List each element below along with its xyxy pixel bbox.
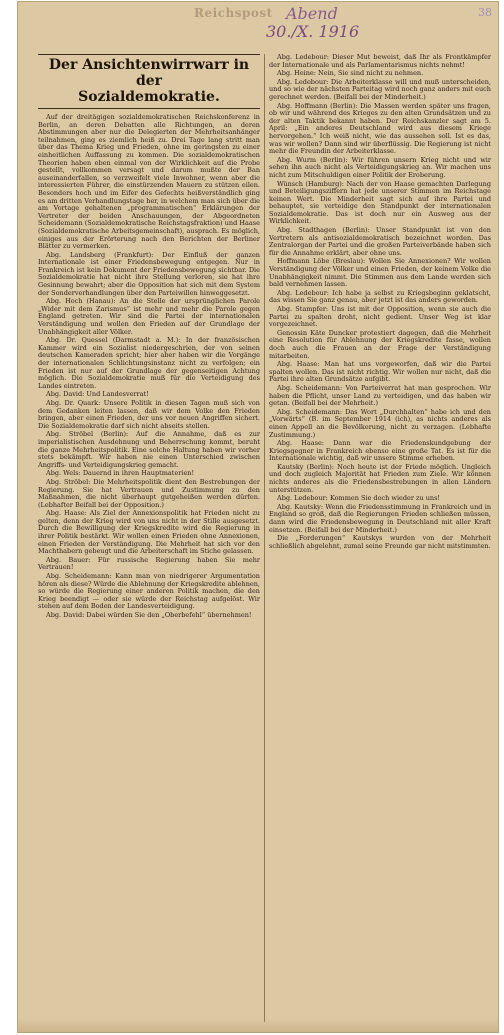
article-paragraph: Auf der dreitägigen sozialdemokratischen Reichskonferenz in Berlin, an deren Debatten alle Richtungen, an deren Abstimmungen aber nur die Delegierten der Mehrheitsanhänger teilnahmen, ging es ziemlich heiß zu. Drei Tage lang stritt man über das Thema Krieg und Frieden, ohne im geringsten zu einer einheitlichen Auffassung zu kommen. Die sozialdemokratischen Theorien haben eben einmal von der Wirklichkeit auf die Probe gestellt, vollkommen versagt und darum mußte der Ban auseinanderfallen, so verzweifelt viele Inwohner, wenn aber die interessierten Führer, die einstürzenden Mauern zu stützen eilen. Besonders hoch und im Eifer des Gefechts heißverständlich ging es am dritten Verhandlungstage her, in welchem man sich über die am Vortage gehaltenen „programmatischen“ Erklärungen der Vertreter der beiden Anschauungen, der Abgeordneten Scheidemann (Sozialdemokratische Reichstagsfraktion) und Haase (Sozialdemokratische Arbeitsgemeinschaft), ausprach. Es möglich, einiges aus der Erörterung nach den Berichten der Berliner Blätter zu vermerken.: [38, 113, 260, 251]
article-paragraph: Abg. Hoch (Hanau): An die Stelle der ursprünglichen Parole „Wider mit dem Zarismus“ ist mehr und mehr die Parole gegen England getreten. Wir sind die Partei der internationalen Verständigung und wollen den Frieden auf der Grundlage der Unabhängigkeit aller Völker.: [38, 297, 260, 336]
article-paragraph: Abg. Landsberg (Frankfurt): Der Einfluß der ganzen Internationale ist einer Friedensbewegung entgegen. Nur in Frankreich ist kein Dokument der Friedensbewegung sichtbar. Die Sozialdemokratie hat nicht ihre Stellung verloren, sie hat ihre Gesinnung bewahrt; aber die Opposition hat sich mit dem System der Sonderverhandlungen über den Parteiwillen hinweggesetzt.: [38, 250, 260, 297]
article-paragraph: Abg. Heine: Nein, Sie sind nicht zu nehmen.: [277, 69, 424, 78]
article-paragraph: Abg. Scheidemann: Das Wort „Durchhalten“ habe ich und den „Vorwärts“ (B. im September 1914 (ich), as nichts anderes als einen Appell an die Bevölkerung, nicht zu verzagen. (Lebhafte Zustimmung.): [269, 407, 491, 439]
article-paragraph: Abg. Dr. Quessel (Darmstadt a. M.): In der französischen Kammer wird ein Sozialist niedergeschrien, der von seinen deutschen Kameraden spricht; hier aber haben wir die Vorgänge der internationalen Schlichtungsinstanz nicht zu verfolgen; ein Frieden ist nur auf der Grundlage der gegenseitigen Achtung möglich. Die Sozialdemokratie muß für die Verteidigung des Landes eintreten.: [38, 336, 260, 390]
article-paragraph: Abg. Dr. Quark: Unsere Politik in diesen Tagen muß sich von dem Gedanken leiten lassen, daß wir dem Volke den Frieden bringen, aber einen Frieden, der uns vor neuen Angriffen sichert. Die Sozialdemokratie darf sich nicht abseits stellen.: [38, 398, 260, 430]
paper-edge: [18, 1018, 498, 1032]
article-paragraph: Abg. Hoffmann (Berlin): Die Massen werden später uns fragen, ob wir und während des Krieges zu den alten Grundsätzen und zu der alten Taktik bekannt haben. Der Reichskanzler sagt am 5. April: „Ein anderes Deutschland wird aus diesem Kriege hervorgehen.“ Ich weiß nicht, wie das aussehen soll. Ist es das, was wir wollen? Dann sind wir überflüssig. Die Regierung ist nicht mehr die Freundin der Arbeiterklasse.: [269, 101, 491, 156]
right-paragraphs: [269, 54, 491, 550]
handwritten-date: 30./X. 1916: [266, 22, 360, 41]
headline-line2: Sozialdemokratie.: [78, 89, 220, 105]
article-paragraph: Abg. Ströbel (Berlin): Auf die Annahme, daß es zur imperialistischen Ausdehnung und Beherrschung kommt, beruht die ganze Mehrheitspolitik. Eine solche Haltung haben wir vorher stets bekämpft. Wir haben nie einen Unterschied zwischen Angriffs- und Verteidigungskrieg gemacht.: [38, 430, 260, 469]
article-paragraph: Genossin Käte Duncker protestiert dagegen, daß die Mehrheit eine Resolution für Ablehnung der Kriegskredite fasse, wollen doch auch die Frauen an der Frage der Verständigung mitarbeiten.: [269, 328, 491, 360]
article-paragraph: Kautsky (Berlin): Noch heute ist der Friede möglich. Ungleich und doch zugleich Majorität hat Frieden zum Ziele. Wir können nichts anderes als die Friedensbestrebungen in allen Ländern unterstützen.: [269, 462, 491, 494]
article-paragraph: Abg. Ströbel: Die Mehrheitspolitik dient den Bestrebungen der Regierung. Sie hat Vertrauen und Zustimmung zu den Maßnahmen, die nicht überhaupt gutgeheißen werden dürfen. (Lebhafter Beifall bei der Opposition.): [38, 477, 260, 509]
article-paragraph: Wünsch (Hamburg): Nach der von Haase gemachten Darlegung und Beteiligungsziffern hat jede unserer Stimmen im Reichstage keinen Wert. Die Minderheit sagt sich auf ihre Partei und behauptet, sie verteidige den Standpunkt der internationalen Sozialdemokratie. Das ist doch nur ein Ausweg aus der Wirklichkeit.: [269, 179, 491, 226]
headline-line1: Der Ansichtenwirrwarr in der: [48, 57, 250, 89]
article-paragraph: Abg. Bauer: Für russische Regierung haben Sie mehr Vertrauen!: [38, 555, 260, 572]
left-column: [38, 54, 260, 1022]
left-paragraphs: [38, 114, 260, 620]
article-paragraph: Abg. Haase: Dann war die Friedenskundgebung der Kriegsgegner in Frankreich ebenso eine große Tat. Es ist für die Internationale wichtig, daß wir unsere Stimme erheben.: [269, 439, 491, 463]
article-paragraph: Abg. Ledebour: Ich habe ja selbst zu Kriegsbeginn geklatscht, das wissen Sie ganz genau, aber jetzt ist das anders geworden.: [269, 288, 491, 305]
article-paragraph: Die „Forderungen“ Kautskys wurden von der Mehrheit schließlich abgelehnt, zumal seine Freunde gar nicht mitstimmten.: [269, 534, 491, 550]
column-divider: [264, 54, 265, 1022]
masthead: [18, 2, 498, 54]
article-paragraph: Abg. Scheidemann: Von Parteiverrat hat man gesprochen. Wir haben die Pflicht, unser Land zu verteidigen, und das haben wir getan. (Beifall bei der Mehrheit.): [269, 383, 491, 408]
article-paragraph: Abg. Haase: Als Ziel der Annexionspolitik hat Frieden nicht zu gelten, denn der Krieg wird von uns nicht in der Stille ausgesetzt. Durch die Bewilligung der Kriegskredite wird die Regierung in ihrer Politik bestärkt. Wir wollen einen Frieden ohne Annexionen, einen Frieden der Verständigung. Die Mehrheit hat sich vor den Machthabern gebeugt und die Arbeiterschaft im Stiche gelassen.: [38, 509, 260, 556]
newspaper-clipping: [18, 2, 498, 1032]
article-paragraph: Abg. Ledebour: Kommen Sie doch wieder zu uns!: [277, 494, 441, 503]
article-paragraph: Hoffmann Löbe (Breslau): Wollen Sie Annexionen? Wir wollen Verständigung der Völker und einen Frieden, der keinem Volke die Unabhängigkeit nimmt. Die Stimmen aus dem Lande werden sich bald vernehmen lassen.: [269, 257, 491, 289]
article-paragraph: Abg. Wels: Dauernd in ihren Hauptmaterien!: [46, 469, 195, 478]
article-paragraph: Abg. David: Und Landesverrat!: [46, 390, 149, 399]
article-paragraph: Abg. Ledebour: Dieser Mut beweist, daß Ihr als Frontkämpfer der Internationale und als Parlamentarismus nichts nehmt!: [269, 54, 491, 69]
article-paragraph: Abg. Scheidemann: Kann man von niedrigerer Argumentation hören als diese? Würde die Ablehnung der Kriegskredite ablehnen, so würde die Regierung einer anderen Politik machen, die den Krieg beendigt — oder sie würde der Reichstag aufgelöst. Wir stehen auf dem Boden der Landesverteidigung.: [38, 572, 260, 611]
article-paragraph: Abg. David: Dabei würden Sie den „Oberbefehl“ übernehmen!: [46, 611, 252, 619]
handwritten-city: Abend: [286, 4, 338, 23]
article-paragraph: Abg. Haase: Man hat uns vorgeworfen, daß wir die Partei spalten wollen. Das ist nicht richtig. Wir wollen nur nicht, daß die Partei ihre alten Grundsätze aufgibt.: [269, 360, 491, 384]
article-paragraph: Abg. Kautsky: Wenn die Friedensstimmung in Frankreich und in England so groß, daß die Regierungen Frieden schließen müssen, dann wird die Friedensbewegung in Deutschland mit aller Kraft einsetzen. (Beifall bei der Minderheit.): [269, 502, 491, 534]
article-paragraph: Abg. Wurm (Berlin): Wir führen unsern Krieg nicht und wir sehen ihn auch nicht als Verteidigungskrieg an. Wir machen uns nicht zum Mitschuldigen einer Politik der Eroberung.: [269, 155, 491, 179]
headline-box: [38, 54, 260, 109]
article-paragraph: Abg. Stampfer: Uns ist mit der Opposition, wenn sie auch die Partei zu spalten droht, nicht gedient. Unser Weg ist klar vorgezeichnet.: [269, 305, 491, 329]
article-paragraph: Abg. Ledebour: Die Arbeiterklasse will und muß unterscheiden, und so wie der nächsten Parteitag wird noch ganz anders mit euch gerechnet werden. (Beifall bei der Minderheit.): [269, 77, 491, 101]
source-stamp: Reichspost: [194, 6, 273, 20]
article-paragraph: Abg. Stadthagen (Berlin): Unser Standpunkt ist von den Vertretern als antisozialdemokratisch bezeichnet worden. Das Zentralorgan der Partei und die großen Parteiverbände haben sich für die Annahme erklärt, aber ohne uns.: [269, 226, 491, 257]
archive-number: 38: [478, 6, 492, 19]
right-column: [269, 54, 491, 1022]
